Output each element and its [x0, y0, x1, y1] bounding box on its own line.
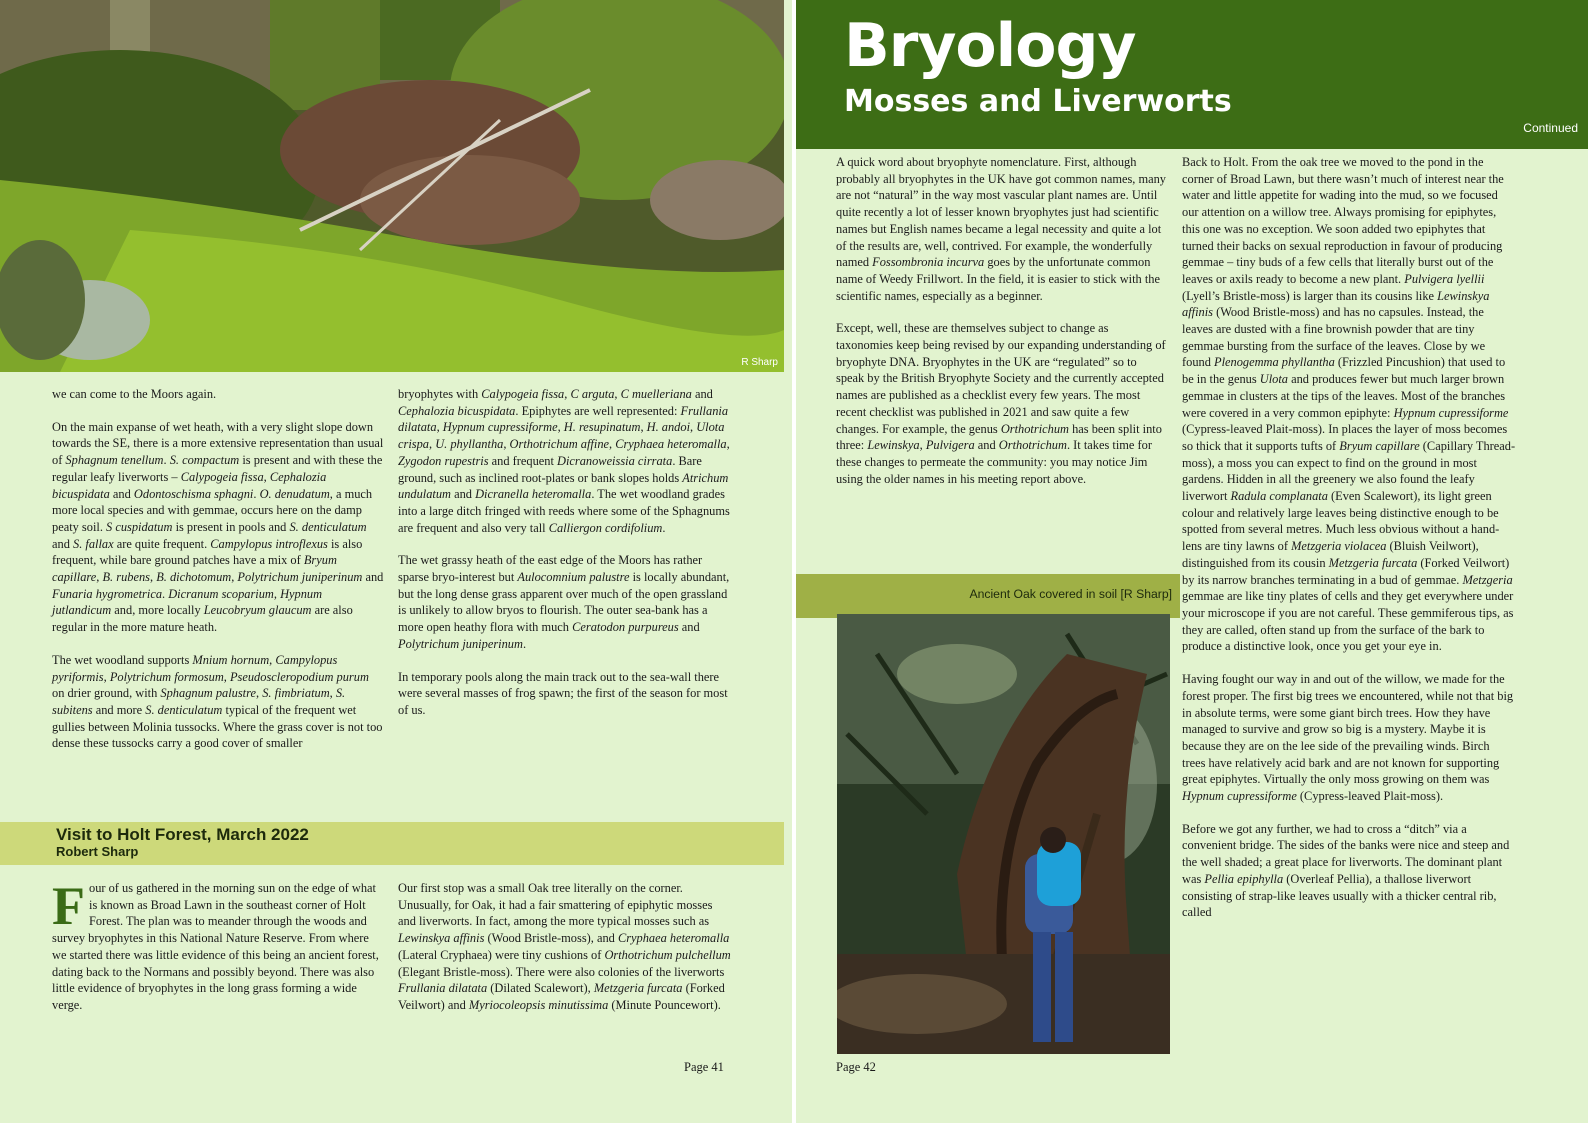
paragraph: Having fought our way in and out of the willow, we made for the forest proper. The first big trees we encountered, while not that big in absolute terms, were some giant birch trees. How they have managed to survive and grow so big is a mystery. Maybe it is because they are on the lee side of the prevailing winds. Birch trees have relatively acid bark and are not known for supporting great epiphytes. Virtually the only moss growing on them was Hypnum cupressiforme (Cypress-leaved Plait-moss).	[1182, 672, 1514, 804]
section-header-bar	[0, 822, 784, 865]
ancient-oak-photo	[837, 614, 1170, 1054]
right-column-1	[836, 154, 1168, 503]
photo-caption: Ancient Oak covered in soil [R Sharp]	[969, 587, 1172, 601]
paragraph: we can come to the Moors again.	[52, 387, 217, 401]
paragraph: Our first stop was a small Oak tree literally on the corner. Unusually, for Oak, it had a fair smattering of epiphytic mosses and liverworts. In fact, among the more typical mosses such as Lewinskya affinis (Wood Bristle-moss), and Cryphaea heteromalla (Lateral Cryphaea) were tiny cushions of Orthotrichum pulchellum (Elegant Bristle-moss). There were also colonies of the liverworts Frullania dilatata (Dilated Scalewort), Metzgeria furcata (Forked Veilwort) and Myriocoleopsis minutissima (Minute Pouncewort).	[398, 881, 731, 1012]
right-column-2	[1182, 154, 1516, 937]
intro-paragraph: our of us gathered in the morning sun on the edge of what is known as Broad Lawn in the southeast corner of Holt Forest. The plan was to meander through the woods and survey bryophytes in this National Nature Reserve. From where we started there was little evidence of this being an ancient forest, dating back to the Normans and possibly beyond. There was also little evidence of bryophytes in the long grass forming a wide verge.	[52, 881, 379, 1012]
page-41	[0, 0, 792, 1123]
oak-photo-graphic	[837, 614, 1170, 1054]
page-title: Bryology	[844, 11, 1136, 81]
paragraph: A quick word about bryophyte nomenclature. First, although probably all bryophytes in the UK have got common names, many are not “natural” in the way most vascular plant names are. Until quite recently a lot of lesser known bryophytes just had scientific names but English names became a legal necessity and quite a lot of the results are, well, contrived. For example, the wonderfully named Fossombronia incurva goes by the unfortunate common name of Weedy Frillwort. In the field, it is easier to stick with the scientific names, especially as a beginner.	[836, 155, 1167, 303]
paragraph: The wet grassy heath of the east edge of the Moors has rather sparse bryo-interest but Aulocomnium palustre is locally abundant, but the long dense grass apparent over much of the open grassland is unlikely to allow bryos to flourish. The outer sea-bank has a more open heathy flora with much Ceratodon purpureus and Polytrichum juniperinum.	[398, 553, 730, 651]
paragraph: The wet woodland supports Mnium hornum, Campylopus pyriformis, Polytrichum formosum, Pseudoscleropodium purum on drier ground, with Sphagnum palustre, S. fimbriatum, S. subitens and more S. denticulatum typical of the frequent wet gullies between Molinia tussocks. Where the grass cover is not too dense these tussocks carry a good cover of smaller	[52, 652, 383, 751]
page-42	[796, 0, 1588, 1123]
page-number: Page 42	[836, 1060, 876, 1074]
paragraph: On the main expanse of wet heath, with a very slight slope down towards the SE, there is a more extensive representation than usual of Sphagnum tenellum. S. compactum is present and with these the regular leafy liverworts – Calypogeia fissa, Cephalozia bicuspidata and Odontoschisma sphagni. O. denudatum, a much more local species and with gemmae, occurs here on the damp peaty soil. S cuspidatum is present in pools and S. denticulatum and S. fallax are quite frequent. Campylopus introflexus is also frequent, while bare ground patches have a mix of Bryum capillare, B. rubens, B. dichotomum, Polytrichum juniperinum and Funaria hygrometrica. Dicranum scoparium, Hypnum jutlandicum and, more locally Leucobryum glaucum are also regular in the more mature heath.	[52, 419, 384, 635]
paragraph: bryophytes with Calypogeia fissa, C arguta, C muelleriana and Cephalozia bicuspidata. Epiphytes are well represented: Frullania dilatata, Hypnum cupressiforme, H. resupinatum, H. andoi, Ulota crispa, U. phyllantha, Orthotrichum affine, Cryphaea heteromalla, Zygodon rupestris and frequent Dicranoweissia cirrata. Bare ground, such as inclined root-plates or bank slopes holds Atrichum undulatum and Dicranella heteromalla. The wet woodland grades into a large ditch fringed with reeds where some of the Sphagnums are frequent and also very tall Calliergon cordifolium.	[398, 387, 730, 535]
left-column-3	[52, 876, 384, 1014]
moss-log-photo	[0, 0, 784, 372]
paragraph: In temporary pools along the main track out to the sea-wall there were several masses of frog spawn; the first of the season for most of us.	[398, 669, 728, 717]
left-column-1	[52, 386, 384, 768]
caption-bar	[796, 574, 1180, 618]
paragraph: Back to Holt. From the oak tree we moved to the pond in the corner of Broad Lawn, but there wasn’t much of interest near the water and little appetite for wading into the mud, so we focused our attention on a willow tree. Always promising for epiphytes, this one was no exception. We soon added two epiphytes that turned their backs on sexual reproduction in favour of producing gemmae – tiny buds of a few cells that literally burst out of the leaves or axils ready to become a new plant. Pulvigera lyellii (Lyell’s Bristle-moss) is larger than its cousins like Lewinskya affinis (Wood Bristle-moss) and has no capsules. Instead, the leaves are dusted with a fine brownish powder that are tiny gemmae bursting from the surface of the leaves. Close by we found Plenogemma phyllantha (Frizzled Pincushion) that used to be in the genus Ulota and produces fewer but much larger brown gemmae in clusters at the tips of the leaves. Most of the branches were covered in a very common epiphyte: Hypnum cupressiforme (Cypress-leaved Plait-moss). In places the layer of moss becomes so thick that it supports tufts of Bryum capillare (Capillary Thread-moss), a moss you can expect to find on the ground in most gardens. Hidden in all the greenery we also found the leafy liverwort Radula complanata (Even Scalewort), its light green colour and relatively large leaves being distinctive enough to be spotted from several metres. Much less obvious without a hand-lens are tiny lawns of Metzgeria violacea (Bluish Veilwort), distinguished from its cousin Metzgeria furcata (Forked Veilwort) by its narrow branches terminating in a bud of gemmae. Metzgeria gemmae are like tiny plates of cells and they get everywhere under your microscope if you are not careful. These gemmiferous tips, as they are called, often stand up from the surface of the bark to produce a distinctive look, once you get your eye in.	[1182, 155, 1516, 654]
page-number: Page 41	[684, 1060, 724, 1074]
moss-photo-graphic	[0, 0, 784, 372]
continued-label: Continued	[1523, 121, 1578, 135]
drop-cap: F	[52, 876, 85, 936]
header-banner	[796, 0, 1588, 149]
paragraph: Before we got any further, we had to cross a “ditch” via a convenient bridge. The sides of the banks were nice and steep and the well shaded; a great place for liverworts. The dominant plant was Pellia epiphylla (Overleaf Pellia), a thallose liverwort consisting of strap-like leaves usually with a thicker central rib, called	[1182, 821, 1510, 920]
left-column-2	[398, 386, 732, 735]
paragraph: Except, well, these are themselves subject to change as taxonomies keep being revised by our expanding understanding of bryophyte DNA. Bryophytes in the UK are “regulated” so to speak by the British Bryophyte Society and the currently accepted names are published as a checklist every few years. The most recent checklist was published in 2021 and saw quite a few changes. For example, the genus Orthotrichum has been split into three: Lewinskya, Pulvigera and Orthotrichum. It takes time for these changes to permeate the community: you may notice Jim using the older names in his meeting report above.	[836, 321, 1166, 486]
section-author: Robert Sharp	[56, 844, 139, 859]
left-column-4	[398, 880, 732, 1030]
page-subtitle: Mosses and Liverworts	[844, 84, 1232, 119]
photo-credit: R Sharp	[741, 357, 778, 368]
section-title: Visit to Holt Forest, March 2022	[56, 825, 309, 844]
